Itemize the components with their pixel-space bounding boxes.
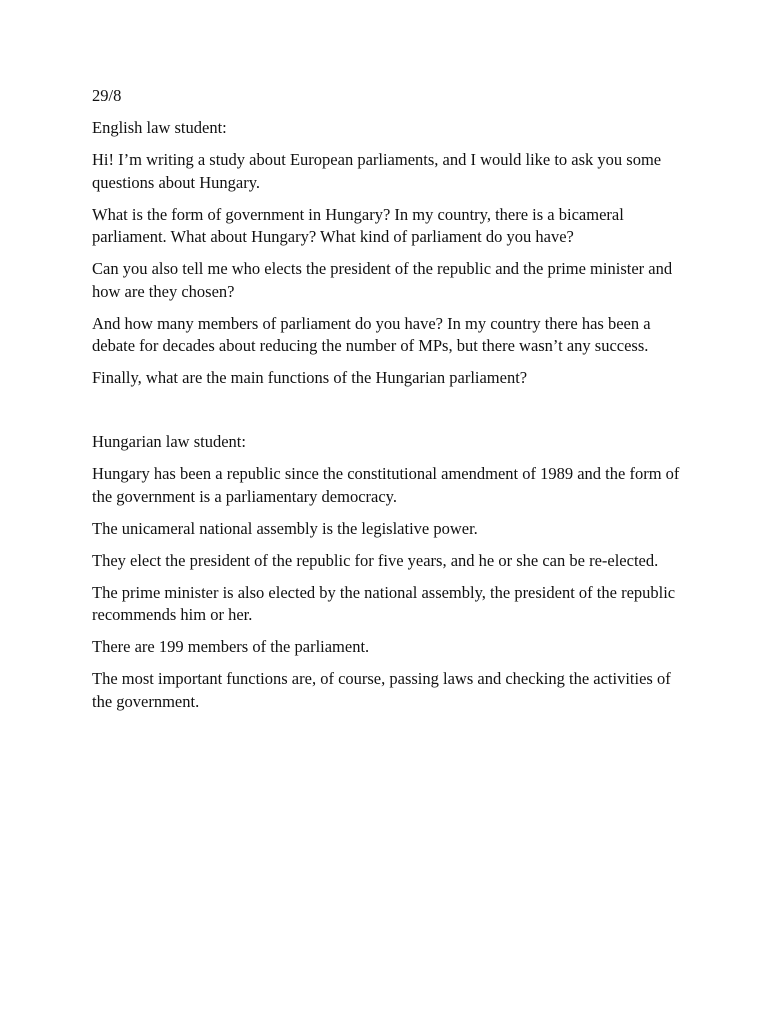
hungarian-answer-prime-minister: The prime minister is also elected by the national assembly, the president of the republic recommends him or her. [92,582,676,624]
hungarian-answer-members: There are 199 members of the parliament. [92,637,370,656]
english-question-intro: Hi! I’m writing a study about European parliaments, and I would like to ask you some questions about Hungary. [92,150,662,192]
hungarian-answer-republic: Hungary has been a republic since the constitutional amendment of 1989 and the form of the government is a parliamentary democracy. [92,464,680,506]
document-body [92,85,682,723]
english-speaker-label: English law student: [92,118,227,137]
hungarian-answer-assembly: The unicameral national assembly is the legislative power. [92,518,478,538]
hungarian-speaker-label: Hungarian law student: [92,432,246,451]
section-spacer [92,399,682,431]
english-question-government: What is the form of government in Hungary? In my country, there is a bicameral parliament. What about Hungary? What kind of parliament do you have? [92,204,624,246]
english-question-functions: Finally, what are the main functions of the Hungarian parliament? [92,368,528,387]
document-date: 29/8 [92,86,122,105]
english-question-president: Can you also tell me who elects the president of the republic and the prime minister and how are they chosen? [92,259,673,301]
hungarian-answer-functions: The most important functions are, of course, passing laws and checking the activities of the government. [92,669,671,711]
english-question-members: And how many members of parliament do you have? In my country there has been a debate for decades about reducing the number of MPs, but there wasn’t any success. [92,313,651,355]
hungarian-answer-president: They elect the president of the republic for five years, and he or she can be re-elected. [92,550,659,570]
